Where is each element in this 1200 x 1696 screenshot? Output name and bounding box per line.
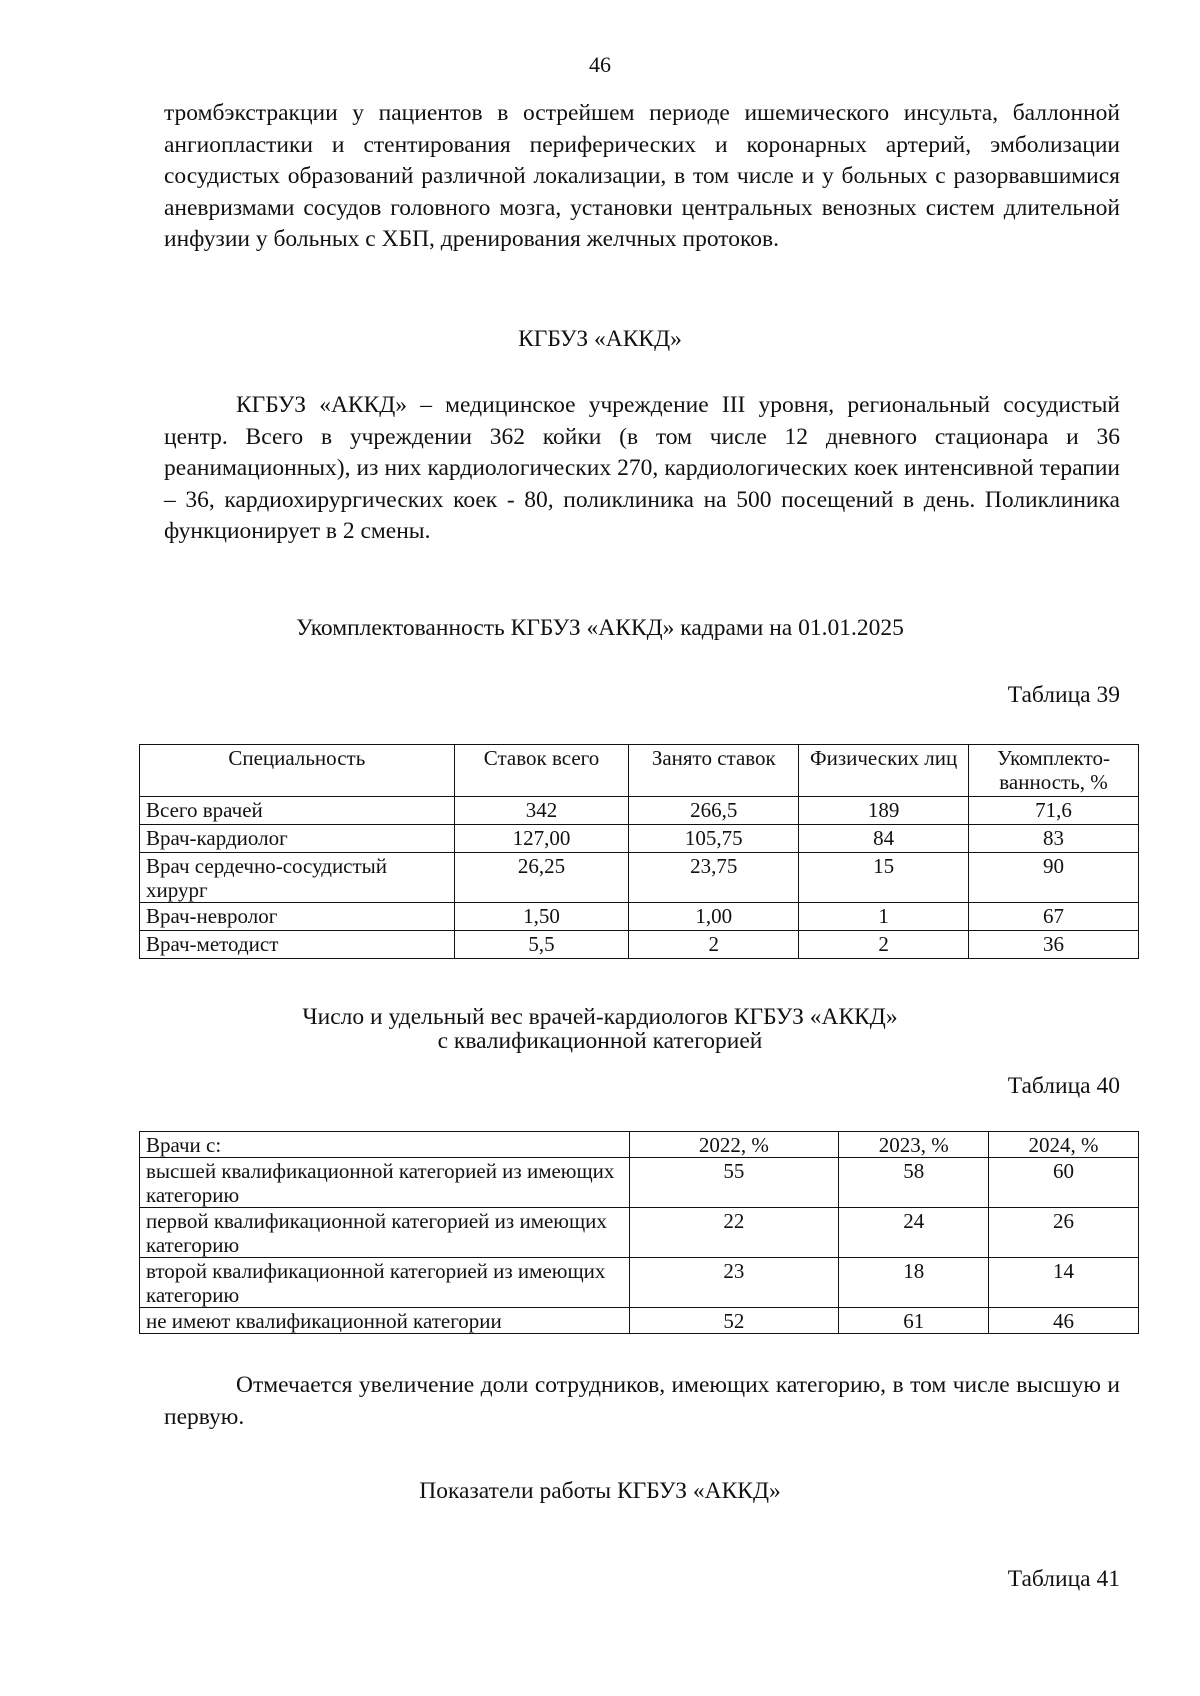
table-cell: высшей квалификационной категорией из имеющих категорию — [140, 1158, 630, 1208]
table-cell: 2 — [629, 931, 799, 959]
table-cell: 46 — [989, 1308, 1139, 1334]
table-cell: 1,50 — [454, 903, 629, 931]
table-cell: 2 — [799, 931, 969, 959]
table-41-label: Таблица 41 — [1007, 1566, 1120, 1592]
table-cell: Врач сердечно-сосудистый хирург — [140, 853, 455, 903]
paragraph-conclusion: Отмечается увеличение доли сотрудников, имеющих категорию, в том числе высшую и первую. — [164, 1372, 1120, 1430]
page-number: 46 — [589, 52, 611, 77]
table-row — [140, 1258, 1139, 1308]
table-cell: первой квалификационной категорией из имеющих категорию — [140, 1208, 630, 1258]
table-cell: 342 — [454, 797, 629, 825]
table-cell: 84 — [799, 825, 969, 853]
table-cell: 266,5 — [629, 797, 799, 825]
column-header: Укомплекто-ванность, % — [969, 745, 1139, 797]
table-cell: 23,75 — [629, 853, 799, 903]
table-40-title-line-1: Число и удельный вес врачей-кардиологов КГБУЗ «АККД» — [302, 1004, 898, 1030]
table-cell: 127,00 — [454, 825, 629, 853]
column-header: 2024, % — [989, 1132, 1139, 1158]
column-header: 2022, % — [629, 1132, 839, 1158]
table-row — [140, 797, 1139, 825]
table-row — [140, 825, 1139, 853]
column-header: Врачи с: — [140, 1132, 630, 1158]
table-row — [140, 1308, 1139, 1334]
table-cell: 90 — [969, 853, 1139, 903]
table-row — [140, 1208, 1139, 1258]
table-header-row — [140, 745, 1139, 797]
table-40-label: Таблица 40 — [1007, 1073, 1120, 1099]
table-cell: Врач-кардиолог — [140, 825, 455, 853]
table-41-title: Показатели работы КГБУЗ «АККД» — [419, 1478, 781, 1504]
table-cell: 22 — [629, 1208, 839, 1258]
table-cell: 24 — [839, 1208, 989, 1258]
section-heading-akkd: КГБУЗ «АККД» — [518, 326, 682, 352]
table-cell: Врач-невролог — [140, 903, 455, 931]
table-cell: 36 — [969, 931, 1139, 959]
table-cell: 26 — [989, 1208, 1139, 1258]
table-cell: 52 — [629, 1308, 839, 1334]
table-cell: 18 — [839, 1258, 989, 1308]
table-cell: 60 — [989, 1158, 1139, 1208]
qualification-table — [139, 1131, 1139, 1334]
column-header: Специальность — [140, 745, 455, 797]
column-header: 2023, % — [839, 1132, 989, 1158]
table-cell: второй квалификационной категорией из имеющих категорию — [140, 1258, 630, 1308]
table-cell: Врач-методист — [140, 931, 455, 959]
paragraph-intro-continuation: тромбэкстракции у пациентов в острейшем периоде ишемического инсульта, баллонной ангиопластики и стентирования периферических и коронарных артерий, эмболизации сосудистых образований различной локализации, в том числе и у больных с разорвавшимися аневризмами сосудов головного мозга, установки центральных венозных систем длительной инфузии у больных с ХБП, дренирования желчных протоков. — [164, 100, 1120, 252]
table-cell: 23 — [629, 1258, 839, 1308]
table-header-row — [140, 1132, 1139, 1158]
table-cell: 189 — [799, 797, 969, 825]
table-39-title: Укомплектованность КГБУЗ «АККД» кадрами на 01.01.2025 — [296, 615, 904, 641]
table-row — [140, 853, 1139, 903]
column-header: Занято ставок — [629, 745, 799, 797]
staffing-table — [139, 744, 1139, 959]
table-cell: 71,6 — [969, 797, 1139, 825]
table-row — [140, 931, 1139, 959]
table-row — [140, 903, 1139, 931]
table-cell: 1 — [799, 903, 969, 931]
table-row — [140, 1158, 1139, 1208]
table-cell: 1,00 — [629, 903, 799, 931]
table-cell: 26,25 — [454, 853, 629, 903]
table-cell: Всего врачей — [140, 797, 455, 825]
table-cell: 105,75 — [629, 825, 799, 853]
table-cell: 83 — [969, 825, 1139, 853]
table-cell: 5,5 — [454, 931, 629, 959]
table-cell: не имеют квалификационной категории — [140, 1308, 630, 1334]
table-cell: 55 — [629, 1158, 839, 1208]
table-cell: 61 — [839, 1308, 989, 1334]
table-cell: 67 — [969, 903, 1139, 931]
column-header: Физических лиц — [799, 745, 969, 797]
table-cell: 58 — [839, 1158, 989, 1208]
table-39-label: Таблица 39 — [1007, 682, 1120, 708]
table-cell: 15 — [799, 853, 969, 903]
table-cell: 14 — [989, 1258, 1139, 1308]
column-header: Ставок всего — [454, 745, 629, 797]
table-40-title-line-2: с квалификационной категорией — [437, 1028, 763, 1054]
paragraph-akkd-description: КГБУЗ «АККД» – медицинское учреждение III уровня, региональный сосудистый центр. Всего в учреждении 362 койки (в том числе 12 дневного стационара и 36 реанимационных), из них кардиологических 270, кардиологических коек интенсивной терапии – 36, кардиохирургических коек - 80, поликлиника на 500 посещений в день. Поликлиника функционирует в 2 смены. — [164, 392, 1120, 544]
